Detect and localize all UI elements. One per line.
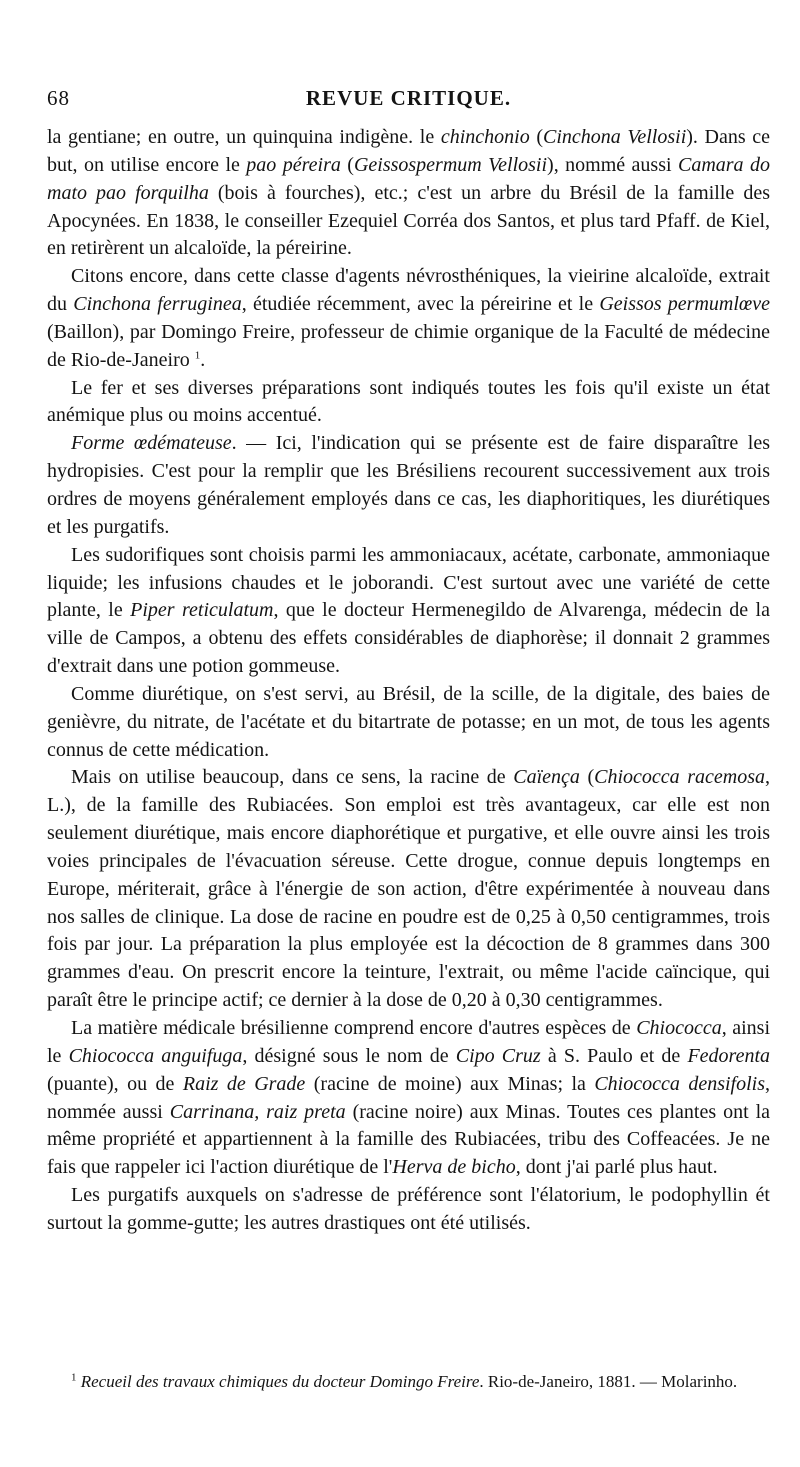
- running-title: REVUE CRITIQUE.: [305, 86, 512, 110]
- italic-term: Camara do mato pao forquilha: [47, 153, 770, 204]
- paragraph: [47, 375, 770, 431]
- text-run: Le fer et ses diverses préparations sont indiqués toutes les fois qu'il existe un état anémique plus ou moins accentué.: [47, 376, 770, 427]
- paragraph: [47, 542, 770, 681]
- text-run: (Baillon), par Domingo Freire, professeur de chimie organique de la Faculté de médecine de Rio-de-Janeiro: [47, 320, 770, 371]
- text-run: (puante), ou de: [47, 1072, 183, 1095]
- italic-term: Chiococca racemosa: [594, 766, 765, 789]
- paragraph: [47, 263, 770, 374]
- italic-term: Herva de bicho: [392, 1156, 516, 1179]
- italic-term: Chiococca anguifuga: [68, 1044, 243, 1067]
- text-run: La matière médicale brésilienne comprend encore d'autres espèces de: [71, 1017, 637, 1039]
- text-run: , que le docteur Hermenegildo de Alvarenga, médecin de la ville de Campos, a obtenu des effets considérables de diaphorèse; il donnait 2 grammes d'extrait dans une potion gommeuse.: [47, 599, 770, 678]
- text-run: , étudiée récemment, avec la péreirine et le: [241, 293, 600, 316]
- text-run: , désigné sous le nom de: [242, 1044, 456, 1067]
- italic-term: Chiococca densifolis: [594, 1072, 765, 1095]
- text-run: (: [529, 126, 543, 148]
- running-header: [47, 86, 770, 116]
- paragraph: [47, 764, 770, 1015]
- paragraph: [47, 1182, 770, 1238]
- text-run: .: [200, 348, 206, 371]
- text-run: Comme diurétique, on s'est servi, au Brésil, de la scille, de la digitale, des baies de genièvre, du nitrate, de l'acétate et du bitartrate de potasse; en un mot, de tous les agents connus de cette médication.: [47, 682, 770, 761]
- text-run: Citons encore, dans cette classe d'agents névrosthéniques, la vieirine alcaloïde, extrait du: [47, 265, 770, 316]
- footnote-marker: 1: [194, 349, 201, 362]
- text-run: à S. Paulo et de: [540, 1044, 688, 1067]
- text-run: Les purgatifs auxquels on s'adresse de préférence sont l'élatorium, le podophyllin ét surtout la gomme-gutte; les autres drastiques ont été utilisés.: [47, 1184, 770, 1234]
- italic-term: Cinchona ferruginea: [73, 293, 242, 316]
- text-run: Mais on utilise beaucoup, dans ce sens, la racine de: [71, 766, 514, 789]
- text-run: ), nommé aussi: [547, 153, 678, 176]
- text-run: (: [340, 153, 354, 176]
- paragraph: [47, 430, 770, 541]
- body-text: [47, 124, 770, 1238]
- text-run: ). Dans ce but, on utilise encore le: [47, 126, 770, 176]
- text-run: (: [579, 766, 595, 789]
- text-run: (racine de moine) aux Minas; la: [305, 1072, 595, 1095]
- text-run: (bois à fourches), etc.; c'est un arbre du Brésil de la famille des Apocynées. En 1838, le conseiller Ezequiel Corréa dos Santos, et plus tard Pfaff. de Kiel, en retirèrent un alcaloïde, la péreirine.: [47, 181, 770, 260]
- text-run: , dont j'ai parlé plus haut.: [515, 1156, 718, 1179]
- text-run: , L.), de la famille des Rubiacées. Son emploi est très avantageux, car elle est non seulement diurétique, mais encore diaphorétique et purgative, et elle ouvre ainsi les trois voies principales de l'évacuation séreuse. Cette drogue, connue depuis longtemps en Europe, mériterait, grâce à l'énergie de son action, d'être expérimentée à nouveau dans nos salles de clinique. La dose de racine en poudre est de 0,25 à 0,50 centigrammes, trois fois par jour. La préparation la plus employée est la décoction de 8 grammes dans 300 grammes d'eau. On prescrit encore la teinture, l'extrait, ou même l'acide caïncique, qui paraît être le principe actif; ce dernier à la dose de 0,20 à 0,30 centigrammes.: [47, 766, 770, 1012]
- footnote-marker: 1: [71, 1371, 77, 1384]
- italic-term: Carrinana, raiz preta: [169, 1100, 346, 1123]
- italic-term: Chiococca: [636, 1017, 722, 1039]
- italic-term: Cipo Cruz: [455, 1044, 541, 1067]
- paragraph: [47, 124, 770, 263]
- italic-term: Cinchona Vellosii: [542, 126, 687, 148]
- italic-term: Geissospermum Vellosii: [353, 153, 548, 176]
- italic-term: Caïença: [513, 766, 580, 789]
- paragraph: [47, 681, 770, 765]
- italic-term: Geissos permumlœve: [599, 293, 771, 316]
- text-run: , ainsi le: [47, 1017, 771, 1067]
- text-run: . Rio-de-Janeiro, 1881. — Molarinho.: [479, 1372, 738, 1391]
- italic-term: Fedorenta: [687, 1044, 771, 1067]
- paragraph: [47, 1015, 770, 1182]
- italic-term: Forme œdémateuse: [71, 432, 232, 455]
- footnote: [47, 1371, 770, 1393]
- footnotes: [47, 1371, 770, 1393]
- italic-term: pao péreira: [246, 153, 341, 176]
- text-run: Les sudorifiques sont choisis parmi les ammoniacaux, acétate, carbonate, ammoniaque liquide; les infusions chaudes et le joborandi. C'est surtout avec une variété de cette plante, le: [47, 543, 770, 622]
- italic-term: Piper reticulatum: [130, 599, 274, 622]
- page-number: 68: [47, 86, 70, 110]
- italic-term: Recueil des travaux chimiques du docteur Domingo Freire: [80, 1372, 480, 1391]
- text-run: la gentiane; en outre, un quinquina indigène. le: [47, 126, 441, 148]
- italic-term: chinchonio: [440, 126, 530, 148]
- italic-term: Raiz de Grade: [182, 1072, 306, 1095]
- text-run: , nommée aussi: [47, 1072, 770, 1123]
- text-run: . — Ici, l'indication qui se présente est de faire disparaître les hydropisies. C'est pour la remplir que les Brésiliens recourent successivement aux trois ordres de moyens généralement employés dans ce cas, les diaphoritiques, les diurétiques et les purgatifs.: [47, 432, 770, 538]
- text-run: (racine noire) aux Minas. Toutes ces plantes ont la même propriété et appartiennent à la famille des Rubiacées, tribu des Coffeacées. Je ne fais que rappeler ici l'action diurétique de l': [47, 1100, 770, 1179]
